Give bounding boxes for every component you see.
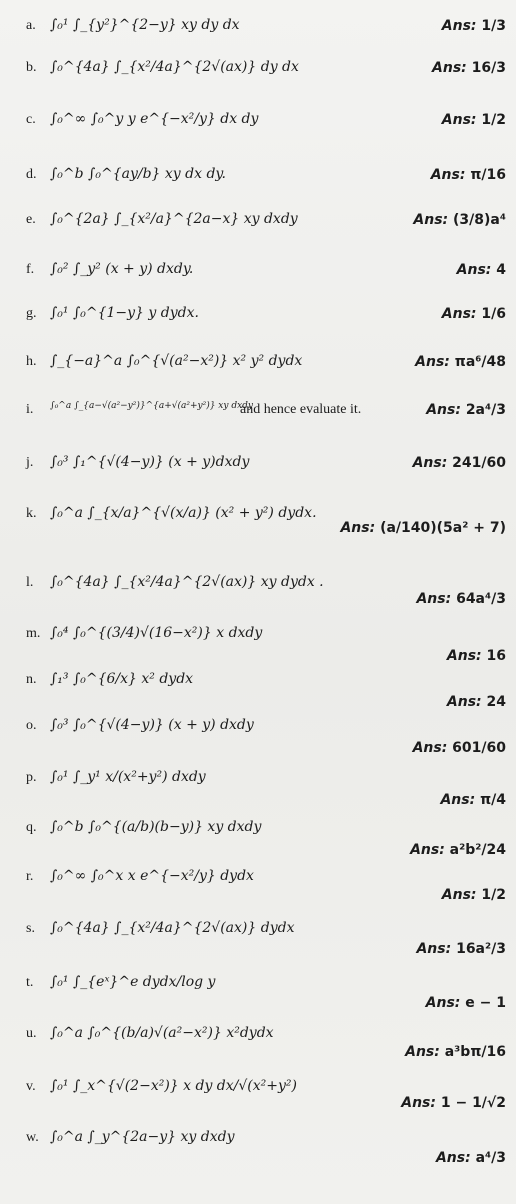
problem-row xyxy=(0,262,516,302)
problem-label: g. xyxy=(26,306,37,321)
problem-row xyxy=(0,1130,516,1170)
answer-value: a⁴/3 xyxy=(475,1150,506,1166)
answer xyxy=(442,112,506,128)
answer-value: a²b²/24 xyxy=(449,842,506,858)
integral-expression: ∫₀^{2a} ∫_{x²/a}^{2a−x} xy dxdy xyxy=(50,211,298,227)
problem-label: l. xyxy=(26,575,34,590)
answer-value: 16a²/3 xyxy=(456,941,506,957)
problem-label: s. xyxy=(26,921,35,936)
integral-expression: ∫₀^{4a} ∫_{x²/4a}^{2√(ax)} xy dydx . xyxy=(50,574,324,590)
integral-expression: ∫₀^a ∫₀^{(b/a)√(a²−x²)} x²dydx xyxy=(50,1025,274,1041)
answer-value: (3/8)a⁴ xyxy=(453,212,506,228)
answer-prefix: Ans: xyxy=(412,455,448,471)
answer-prefix: Ans: xyxy=(405,1044,440,1060)
problem-label: w. xyxy=(26,1130,39,1145)
answer-prefix: Ans: xyxy=(416,941,452,957)
integral-expression: ∫₀^{4a} ∫_{x²/4a}^{2√(ax)} dydx xyxy=(50,920,295,936)
answer-value: 16 xyxy=(486,648,506,664)
answer xyxy=(442,887,506,903)
problem-row xyxy=(0,167,516,207)
problem-label: f. xyxy=(26,262,35,277)
answer-value: 601/60 xyxy=(452,740,506,756)
answer-prefix: Ans: xyxy=(425,995,461,1011)
integral-expression: ∫₀^b ∫₀^{(a/b)(b−y)} xy dxdy xyxy=(50,819,262,835)
problem-row xyxy=(0,1026,516,1066)
problem-label: i. xyxy=(26,402,34,417)
integral-expression: ∫₀^∞ ∫₀^x x e^{−x²/y} dydx xyxy=(50,868,254,884)
integral-expression: ∫₀³ ∫₁^{√(4−y)} (x + y)dxdy xyxy=(50,454,250,470)
integral-expression: ∫₀³ ∫₀^{√(4−y)} (x + y) dxdy xyxy=(50,717,254,733)
integral-expression: ∫₀⁴ ∫₀^{(3/4)√(16−x²)} x dxdy xyxy=(50,625,263,641)
answer xyxy=(410,842,506,858)
problem-label: n. xyxy=(26,672,37,687)
problem-label: a. xyxy=(26,18,36,33)
problem-row xyxy=(0,112,516,152)
problem-row xyxy=(0,354,516,394)
answer-value: 64a⁴/3 xyxy=(456,591,506,607)
answer-prefix: Ans: xyxy=(441,112,477,128)
integral-expression: ∫₀^b ∫₀^{ay/b} xy dx dy. xyxy=(50,166,226,182)
problem-label: u. xyxy=(26,1026,37,1041)
answer-value: 2a⁴/3 xyxy=(465,402,506,418)
problem-label: v. xyxy=(26,1079,36,1094)
problem-row xyxy=(0,306,516,346)
problem-row xyxy=(0,18,516,58)
integral-expression: ∫₀¹ ∫₀^{1−y} y dydx. xyxy=(50,305,199,321)
integral-expression: ∫₁³ ∫₀^{6/x} x² dydx xyxy=(50,671,194,687)
answer-value: πa⁶/48 xyxy=(454,354,506,370)
integral-expression: ∫₀¹ ∫_{eˣ}^e dydx/log y xyxy=(50,974,216,990)
answer-value: (a/140)(5a² + 7) xyxy=(380,520,506,536)
answer xyxy=(405,1044,506,1060)
answer-value: π/16 xyxy=(470,167,506,183)
integral-expression: ∫₀¹ ∫_x^{√(2−x²)} x dy dx/√(x²+y²) xyxy=(50,1078,297,1094)
answer-prefix: Ans: xyxy=(440,792,476,808)
problem-row xyxy=(0,975,516,1015)
answer xyxy=(440,792,506,808)
problem-label: b. xyxy=(26,60,37,75)
answer xyxy=(413,212,506,228)
answer-prefix: Ans: xyxy=(426,402,461,418)
problem-row xyxy=(0,455,516,495)
problem-row xyxy=(0,60,516,100)
problem-row xyxy=(0,869,516,909)
problem-row xyxy=(0,402,516,442)
problem-row xyxy=(0,626,516,666)
answer-value: e − 1 xyxy=(465,995,506,1011)
answer xyxy=(447,694,506,710)
answer xyxy=(426,995,506,1011)
answer xyxy=(432,60,506,76)
answer-value: 1/6 xyxy=(481,306,506,322)
problem-row xyxy=(0,718,516,758)
integral-expression: ∫₀¹ ∫_y¹ x/(x²+y²) dxdy xyxy=(50,769,206,785)
problem-row xyxy=(0,921,516,961)
answer xyxy=(436,1150,506,1166)
answer-value: 241/60 xyxy=(452,455,506,471)
answer-value: 1/2 xyxy=(481,112,506,128)
integral-expression: ∫₀^{4a} ∫_{x²/4a}^{2√(ax)} dy dx xyxy=(50,59,299,75)
problem-label: d. xyxy=(26,167,37,182)
problem-row xyxy=(0,820,516,860)
integral-expression: ∫₀^a ∫_{x/a}^{√(x/a)} (x² + y²) dydx. xyxy=(50,505,317,521)
integral-expression: ∫_{−a}^a ∫₀^{√(a²−x²)} x² y² dydx xyxy=(50,353,303,369)
answer-prefix: Ans: xyxy=(456,262,492,278)
integral-expression: ∫₀^∞ ∫₀^y y e^{−x²/y} dx dy xyxy=(50,111,259,127)
answer-prefix: Ans: xyxy=(416,591,452,607)
answer-prefix: Ans: xyxy=(410,842,445,858)
problem-label: j. xyxy=(26,455,34,470)
answer xyxy=(413,740,506,756)
problem-label: h. xyxy=(26,354,37,369)
problem-row xyxy=(0,212,516,252)
answer-value: 1/3 xyxy=(481,18,506,34)
answer xyxy=(416,591,506,607)
answer xyxy=(442,18,506,34)
answer xyxy=(431,167,506,183)
answer-prefix: Ans: xyxy=(412,740,448,756)
problem-row xyxy=(0,770,516,810)
answer xyxy=(457,262,506,278)
problem-label: r. xyxy=(26,869,34,884)
integral-expression: ∫₀^a ∫_y^{2a−y} xy dxdy xyxy=(50,1129,235,1145)
answer-value: 1 − 1/√2 xyxy=(440,1095,506,1111)
problem-label: t. xyxy=(26,975,34,990)
answer-prefix: Ans: xyxy=(435,1150,471,1166)
problem-label: e. xyxy=(26,212,36,227)
answer-value: 4 xyxy=(496,262,506,278)
answer xyxy=(442,306,506,322)
problem-label: k. xyxy=(26,506,37,521)
instruction-text: and hence evaluate it. xyxy=(240,402,362,417)
answer-prefix: Ans: xyxy=(446,648,482,664)
answer-value: 16/3 xyxy=(471,60,506,76)
answer xyxy=(413,455,506,471)
answer xyxy=(401,1095,506,1111)
problem-label: p. xyxy=(26,770,37,785)
answer-prefix: Ans: xyxy=(401,1095,436,1111)
problem-row xyxy=(0,575,516,615)
answer xyxy=(447,648,506,664)
answer-value: 24 xyxy=(486,694,506,710)
answer xyxy=(426,402,506,418)
answer-value: 1/2 xyxy=(481,887,506,903)
integral-expression: ∫₀¹ ∫_{y²}^{2−y} xy dy dx xyxy=(50,17,240,33)
answer-prefix: Ans: xyxy=(441,18,477,34)
answer xyxy=(415,354,506,370)
problem-row xyxy=(0,1079,516,1119)
answer-prefix: Ans: xyxy=(441,887,477,903)
problem-label: o. xyxy=(26,718,37,733)
answer-prefix: Ans: xyxy=(441,306,477,322)
problem-row xyxy=(0,506,516,546)
answer-value: a³bπ/16 xyxy=(444,1044,506,1060)
answer-prefix: Ans: xyxy=(415,354,450,370)
answer xyxy=(340,520,506,536)
problem-label: c. xyxy=(26,112,36,127)
answer-prefix: Ans: xyxy=(446,694,482,710)
answer-prefix: Ans: xyxy=(413,212,449,228)
answer-prefix: Ans: xyxy=(430,167,466,183)
answer-prefix: Ans: xyxy=(340,520,376,536)
problem-row xyxy=(0,672,516,712)
answer-prefix: Ans: xyxy=(432,60,467,76)
integral-expression: ∫₀² ∫_y² (x + y) dxdy. xyxy=(50,261,194,277)
problem-label: m. xyxy=(26,626,41,641)
integral-expression: ∫₀^a ∫_{a−√(a²−y²)}^{a+√(a²+y²)} xy dxdy xyxy=(50,401,254,411)
answer xyxy=(416,941,506,957)
problem-label: q. xyxy=(26,820,37,835)
answer-value: π/4 xyxy=(480,792,506,808)
